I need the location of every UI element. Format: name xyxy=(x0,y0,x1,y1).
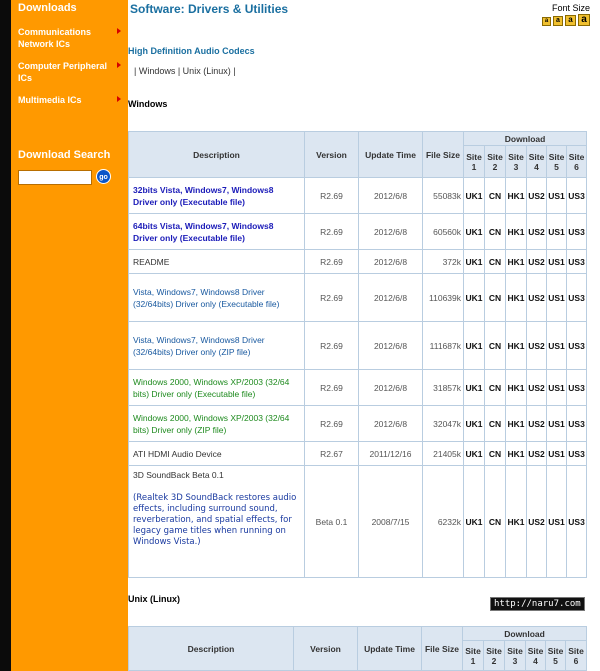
row-version: R2.67 xyxy=(305,442,359,466)
table-row xyxy=(129,250,587,274)
site-link-us1[interactable]: US1 xyxy=(547,214,567,250)
site-link-cn[interactable]: CN xyxy=(485,322,506,370)
row-update-time: 2008/7/15 xyxy=(359,466,423,578)
site-link-cn[interactable]: CN xyxy=(485,250,506,274)
row-update-time: 2012/6/8 xyxy=(359,214,423,250)
row-update-time: 2011/12/16 xyxy=(359,442,423,466)
left-border xyxy=(0,0,11,671)
site-link-us3[interactable]: US3 xyxy=(567,250,587,274)
row-version: R2.69 xyxy=(305,370,359,406)
site-link-uk1[interactable]: UK1 xyxy=(464,214,485,250)
row-version: R2.69 xyxy=(305,406,359,442)
windows-download-table xyxy=(128,131,587,578)
col-download: Download xyxy=(463,627,587,641)
row-description: Windows 2000, Windows XP/2003 (32/64 bits) Driver only (ZIP file) xyxy=(129,406,305,442)
table-row xyxy=(129,214,587,250)
windows-heading: Windows xyxy=(128,99,168,109)
site-link-hk1[interactable]: HK1 xyxy=(506,406,527,442)
table-row xyxy=(129,178,587,214)
site-link-us3[interactable]: US3 xyxy=(567,274,587,322)
site-link-us1[interactable]: US1 xyxy=(547,442,567,466)
site-link-cn[interactable]: CN xyxy=(485,214,506,250)
site-link-cn[interactable]: CN xyxy=(485,178,506,214)
site-link-us3[interactable]: US3 xyxy=(567,466,587,578)
col-site-6: Site 6 xyxy=(566,641,587,671)
site-link-us3[interactable]: US3 xyxy=(567,370,587,406)
site-link-hk1[interactable]: HK1 xyxy=(506,442,527,466)
sidebar-item-label: Computer Peripheral ICs xyxy=(18,61,108,83)
col-version: Version xyxy=(294,627,358,671)
site-link-us3[interactable]: US3 xyxy=(567,322,587,370)
site-link-uk1[interactable]: UK1 xyxy=(464,406,485,442)
arrow-right-icon xyxy=(117,62,121,68)
row-version: R2.69 xyxy=(305,178,359,214)
site-link-us1[interactable]: US1 xyxy=(547,406,567,442)
row-description-cell xyxy=(129,466,305,578)
col-site-5: Site 5 xyxy=(547,146,567,178)
col-site-4: Site 4 xyxy=(526,641,546,671)
site-link-us2[interactable]: US2 xyxy=(527,250,547,274)
page-title: Software: Drivers & Utilities xyxy=(130,2,289,16)
row-file-size: 6232k xyxy=(423,466,464,578)
site-link-uk1[interactable]: UK1 xyxy=(464,178,485,214)
row-file-size: 21405k xyxy=(423,442,464,466)
row-update-time: 2012/6/8 xyxy=(359,178,423,214)
site-link-uk1[interactable]: UK1 xyxy=(464,322,485,370)
site-link-us1[interactable]: US1 xyxy=(547,178,567,214)
site-link-us2[interactable]: US2 xyxy=(527,406,547,442)
col-description: Description xyxy=(129,627,294,671)
site-link-cn[interactable]: CN xyxy=(485,370,506,406)
site-link-us2[interactable]: US2 xyxy=(527,214,547,250)
col-file-size: File Size xyxy=(422,627,463,671)
col-site-1: Site 1 xyxy=(464,146,485,178)
site-link-hk1[interactable]: HK1 xyxy=(506,178,527,214)
row-description: ATI HDMI Audio Device xyxy=(129,442,305,466)
site-link-us2[interactable]: US2 xyxy=(527,466,547,578)
site-link-hk1[interactable]: HK1 xyxy=(506,466,527,578)
row-description: 64bits Vista, Windows7, Windows8 Driver only (Executable file) xyxy=(129,214,305,250)
site-link-cn[interactable]: CN xyxy=(485,406,506,442)
row-update-time: 2012/6/8 xyxy=(359,250,423,274)
sidebar-item-multimedia[interactable] xyxy=(18,94,121,106)
table-row xyxy=(129,322,587,370)
col-description: Description xyxy=(129,132,305,178)
font-size-smallest-icon[interactable]: a xyxy=(542,17,551,26)
row-version: R2.69 xyxy=(305,274,359,322)
col-version: Version xyxy=(305,132,359,178)
font-size-control xyxy=(542,3,590,26)
site-link-us1[interactable]: US1 xyxy=(547,370,567,406)
watermark: http://naru7.com xyxy=(490,597,585,611)
site-link-uk1[interactable]: UK1 xyxy=(464,370,485,406)
row-description: Vista, Windows7, Windows8 Driver (32/64bits) Driver only (Executable file) xyxy=(129,274,305,322)
go-button[interactable]: go xyxy=(96,169,111,184)
site-link-us3[interactable]: US3 xyxy=(567,178,587,214)
os-links[interactable]: | Windows | Unix (Linux) | xyxy=(134,66,236,76)
table-row xyxy=(129,442,587,466)
site-link-hk1[interactable]: HK1 xyxy=(506,250,527,274)
site-link-us3[interactable]: US3 xyxy=(567,442,587,466)
col-file-size: File Size xyxy=(423,132,464,178)
row-update-time: 2012/6/8 xyxy=(359,406,423,442)
site-link-us2[interactable]: US2 xyxy=(527,442,547,466)
site-link-us2[interactable]: US2 xyxy=(527,370,547,406)
site-link-hk1[interactable]: HK1 xyxy=(506,322,527,370)
sidebar-item-label: Multimedia ICs xyxy=(18,95,82,105)
font-size-medium-icon[interactable]: a xyxy=(565,15,576,26)
site-link-uk1[interactable]: UK1 xyxy=(464,274,485,322)
row-description: README xyxy=(129,250,305,274)
row-file-size: 32047k xyxy=(423,406,464,442)
row-file-size: 55083k xyxy=(423,178,464,214)
table-row xyxy=(129,370,587,406)
table-row xyxy=(129,466,587,578)
site-link-hk1[interactable]: HK1 xyxy=(506,214,527,250)
site-link-us1[interactable]: US1 xyxy=(547,322,567,370)
col-download: Download xyxy=(464,132,587,146)
col-site-4: Site 4 xyxy=(527,146,547,178)
row-version: Beta 0.1 xyxy=(305,466,359,578)
site-link-uk1[interactable]: UK1 xyxy=(464,442,485,466)
row-version: R2.69 xyxy=(305,322,359,370)
arrow-right-icon xyxy=(117,28,121,34)
col-site-6: Site 6 xyxy=(567,146,587,178)
unix-heading: Unix (Linux) xyxy=(128,594,180,604)
row-update-time: 2012/6/8 xyxy=(359,274,423,322)
site-link-us1[interactable]: US1 xyxy=(547,274,567,322)
row-description: Vista, Windows7, Windows8 Driver (32/64bits) Driver only (ZIP file) xyxy=(129,322,305,370)
sidebar-item-label: Communications Network ICs xyxy=(18,27,92,49)
site-link-us1[interactable]: US1 xyxy=(547,466,567,578)
download-search-title: Download Search xyxy=(18,149,111,161)
site-link-hk1[interactable]: HK1 xyxy=(506,370,527,406)
col-site-2: Site 2 xyxy=(484,641,505,671)
font-size-label: Font Size xyxy=(551,3,590,13)
col-update-time: Update Time xyxy=(359,132,423,178)
table-row xyxy=(129,274,587,322)
site-link-us3[interactable]: US3 xyxy=(567,214,587,250)
sidebar-item-computer-peripheral[interactable] xyxy=(18,60,121,84)
site-link-us3[interactable]: US3 xyxy=(567,406,587,442)
main-content xyxy=(128,0,600,671)
row-update-time: 2012/6/8 xyxy=(359,322,423,370)
site-link-uk1[interactable]: UK1 xyxy=(464,250,485,274)
site-link-hk1[interactable]: HK1 xyxy=(506,274,527,322)
row-description: 32bits Vista, Windows7, Windows8 Driver only (Executable file) xyxy=(129,178,305,214)
row-note: (Realtek 3D SoundBack restores audio effects, including surround sound, reverberation, and spatial effects, for legacy game titles when running on Windows Vista.) xyxy=(133,493,297,547)
col-site-3: Site 3 xyxy=(506,146,527,178)
font-size-large-icon[interactable]: a xyxy=(578,14,590,26)
row-version: R2.69 xyxy=(305,250,359,274)
search-input[interactable] xyxy=(18,170,92,185)
row-description: Windows 2000, Windows XP/2003 (32/64 bits) Driver only (Executable file) xyxy=(129,370,305,406)
unix-download-table xyxy=(128,626,587,671)
site-link-cn[interactable]: CN xyxy=(485,274,506,322)
site-link-cn[interactable]: CN xyxy=(485,442,506,466)
row-file-size: 372k xyxy=(423,250,464,274)
table-row xyxy=(129,406,587,442)
col-update-time: Update Time xyxy=(358,627,422,671)
site-link-us2[interactable]: US2 xyxy=(527,322,547,370)
sidebar-item-communications[interactable] xyxy=(18,26,121,50)
site-link-us2[interactable]: US2 xyxy=(527,274,547,322)
site-link-uk1[interactable]: UK1 xyxy=(464,466,485,578)
row-file-size: 31857k xyxy=(423,370,464,406)
col-site-5: Site 5 xyxy=(546,641,566,671)
site-link-cn[interactable]: CN xyxy=(485,466,506,578)
sidebar xyxy=(11,0,128,671)
row-description: 3D SoundBack Beta 0.1 xyxy=(133,470,224,480)
col-site-3: Site 3 xyxy=(505,641,526,671)
font-size-small-icon[interactable]: a xyxy=(553,16,563,26)
row-version: R2.69 xyxy=(305,214,359,250)
row-file-size: 110639k xyxy=(423,274,464,322)
row-update-time: 2012/6/8 xyxy=(359,370,423,406)
row-file-size: 60560k xyxy=(423,214,464,250)
arrow-right-icon xyxy=(117,96,121,102)
section-title: High Definition Audio Codecs xyxy=(128,46,255,56)
site-link-us2[interactable]: US2 xyxy=(527,178,547,214)
sidebar-title: Downloads xyxy=(18,2,77,14)
col-site-2: Site 2 xyxy=(485,146,506,178)
site-link-us1[interactable]: US1 xyxy=(547,250,567,274)
row-file-size: 111687k xyxy=(423,322,464,370)
col-site-1: Site 1 xyxy=(463,641,484,671)
